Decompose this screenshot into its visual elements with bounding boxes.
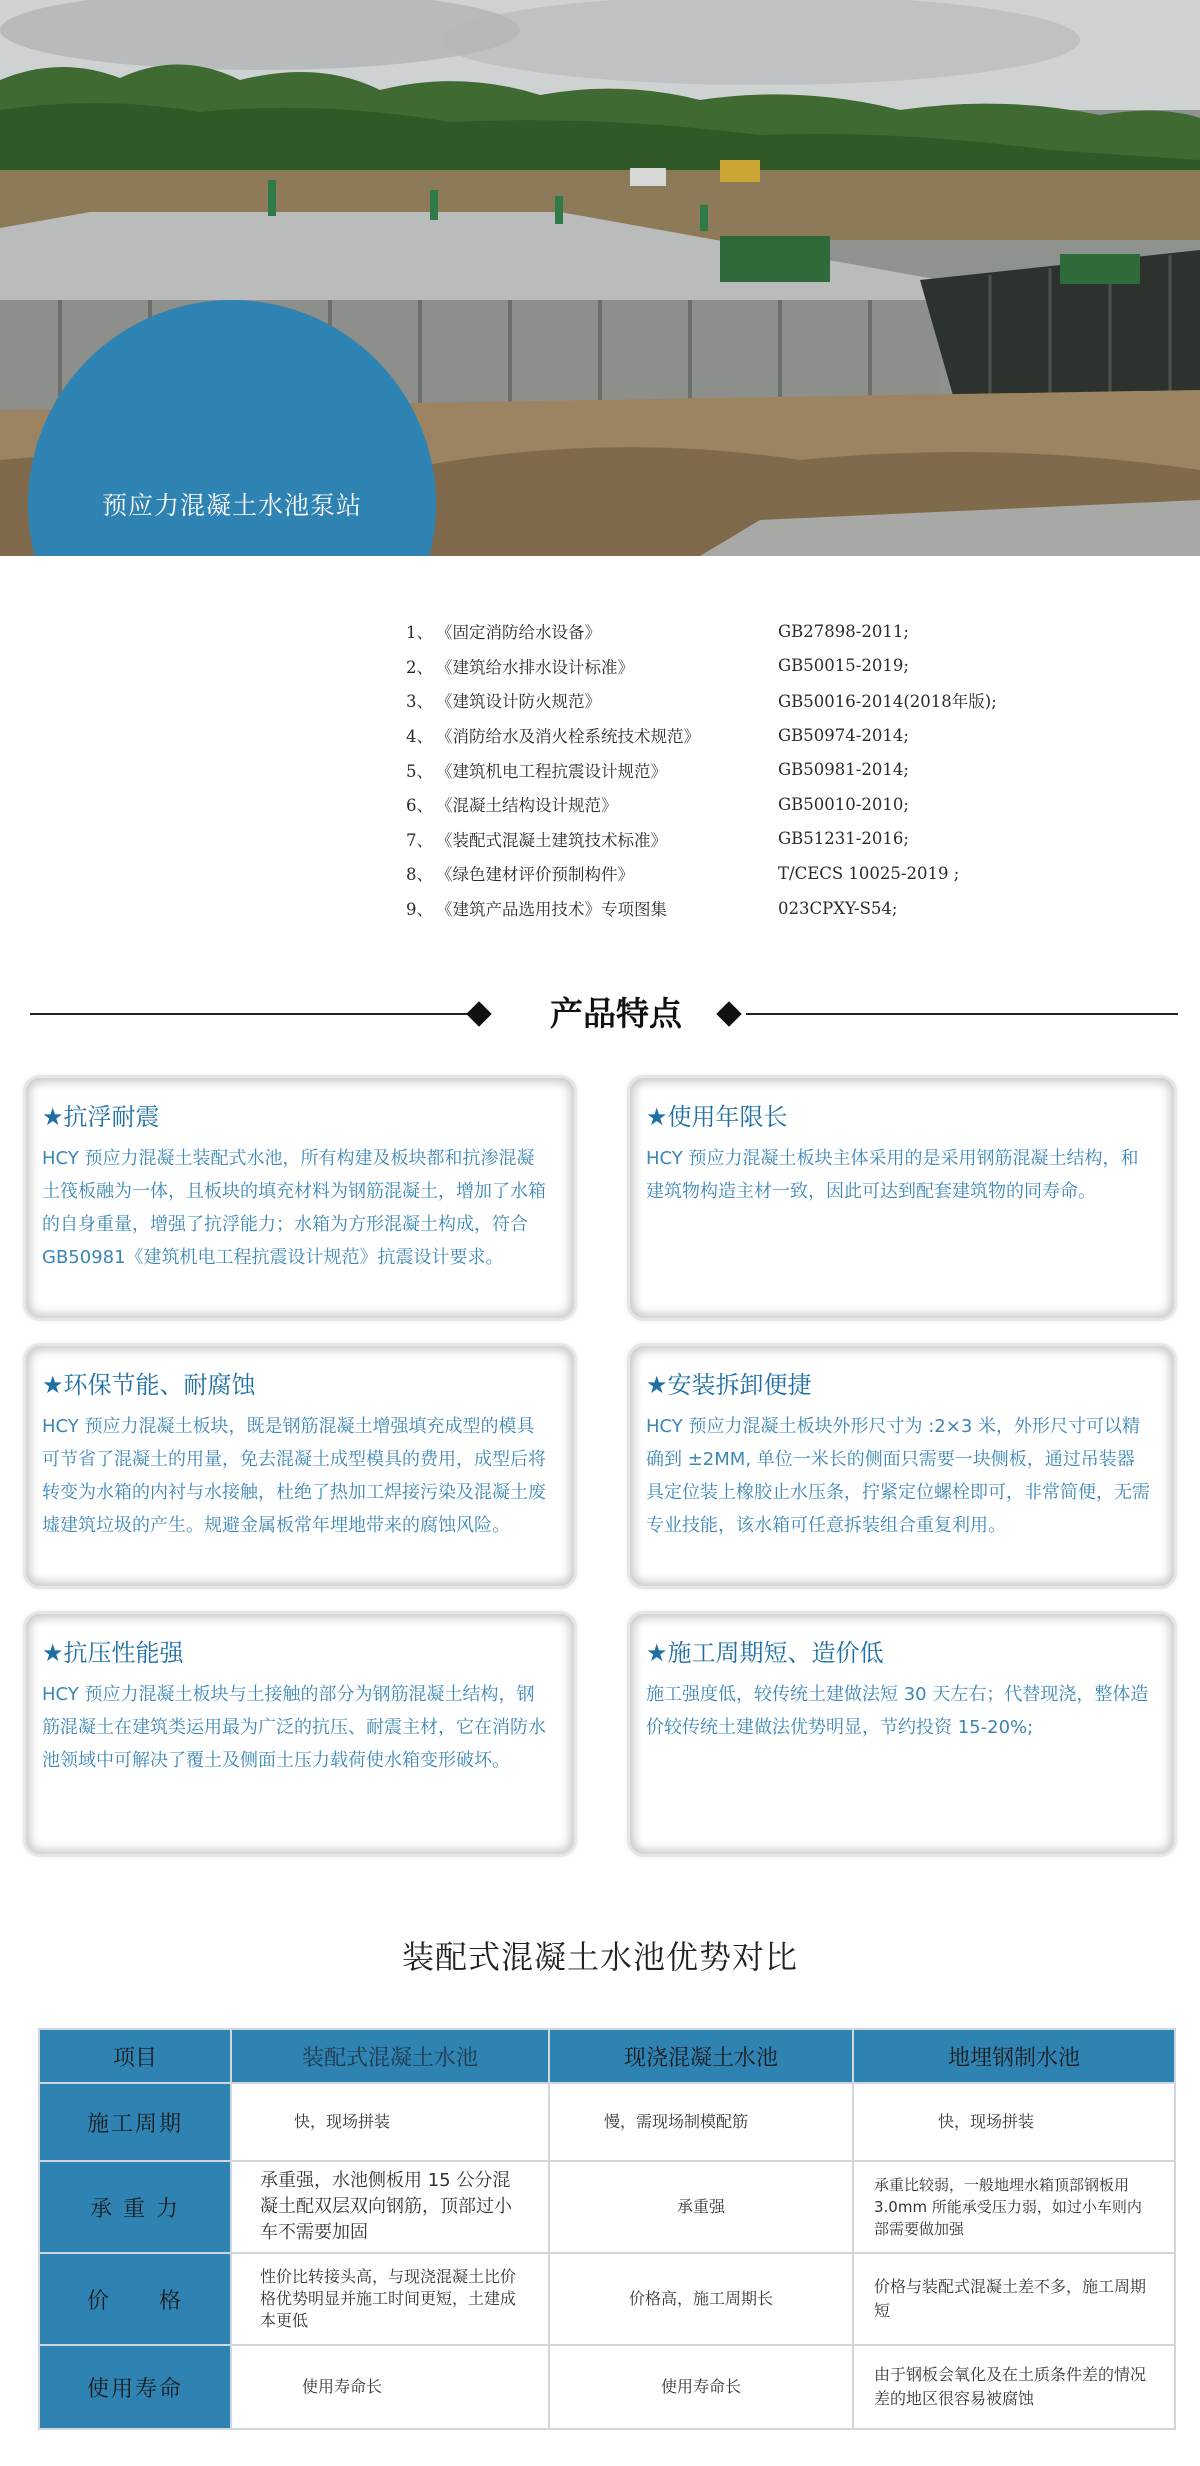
- standard-name: 《绿色建材评价预制构件》: [436, 865, 634, 885]
- standard-item: [406, 718, 1006, 753]
- standard-code: GB51231-2016;: [778, 829, 909, 849]
- table-cell: 价格高，施工周期长: [549, 2253, 853, 2345]
- table-cell: 承重比较弱，一般地埋水箱顶部钢板用 3.0mm 所能承受压力弱，如过小车则内部需要做加强: [853, 2161, 1175, 2253]
- standard-code: GB50974-2014;: [778, 725, 909, 745]
- divider-line-left: [30, 1013, 470, 1015]
- row-header: 价 格: [39, 2253, 231, 2345]
- feature-title: ★环保节能、耐腐蚀: [42, 1371, 256, 1399]
- standard-name: 《混凝土结构设计规范》: [436, 796, 618, 816]
- row-header: 施工周期: [39, 2083, 231, 2161]
- table-cell: 性价比转接头高，与现浇混凝土比价格优势明显并施工时间更短，土建成本更低: [231, 2253, 549, 2345]
- feature-description: HCY 预应力混凝土板块外形尺寸为 :2×3 米，外形尺寸可以精确到 ±2MM, 单位一米长的侧面只需要一块侧板，通过吊装器具定位装上橡胶止水压条，拧紧定位螺栓即可，非常简便，无需专业技能，该水箱可任意拆装组合重复利用。: [646, 1416, 1150, 1536]
- diamond-icon: [716, 1001, 741, 1026]
- feature-description: HCY 预应力混凝土板块与土接触的部分为钢筋混凝土结构，钢筋混凝土在建筑类运用最为广泛的抗压、耐震主材，它在消防水池领域中可解决了覆土及侧面土压力载荷使水箱变形破坏。: [42, 1684, 546, 1771]
- feature-title: ★施工周期短、造价低: [646, 1639, 884, 1667]
- feature-card: [26, 1346, 574, 1586]
- diamond-icon: [466, 1001, 491, 1026]
- column-header: 现浇混凝土水池: [549, 2029, 853, 2083]
- feature-description: 施工强度低，较传统土建做法短 30 天左右；代替现浇，整体造价较传统土建做法优势明显，节约投资 15-20%;: [646, 1684, 1149, 1738]
- table-cell: 承重强，水池侧板用 15 公分混凝土配双层双向钢筋，顶部过小车不需要加固: [231, 2161, 549, 2253]
- standard-code: 023CPXY-S54;: [778, 898, 898, 918]
- standard-item: [406, 649, 1006, 684]
- table-header-row: [39, 2029, 1175, 2083]
- standard-number: 2、: [406, 657, 433, 677]
- standard-name: 《建筑产品选用技术》专项图集: [436, 900, 667, 920]
- table-cell: 使用寿命长: [549, 2345, 853, 2429]
- feature-title: ★抗浮耐震: [42, 1103, 160, 1131]
- feature-card: [630, 1346, 1174, 1586]
- feature-title: ★使用年限长: [646, 1103, 788, 1131]
- feature-title: ★抗压性能强: [42, 1639, 184, 1667]
- feature-card: [630, 1614, 1174, 1854]
- standard-code: GB50015-2019;: [778, 656, 909, 676]
- standards-list: [406, 614, 1006, 925]
- standard-name: 《固定消防给水设备》: [436, 623, 601, 643]
- standard-number: 8、: [406, 865, 433, 885]
- table-cell: 承重强: [549, 2161, 853, 2253]
- feature-description: HCY 预应力混凝土装配式水池，所有构建及板块都和抗渗混凝土筏板融为一体，且板块的填充材料为钢筋混凝土，增加了水箱的自身重量，增强了抗浮能力；水箱为方形混凝土构成，符合 GB50981《建筑机电工程抗震设计规范》抗震设计要求。: [42, 1148, 546, 1268]
- standard-name: 《建筑设计防火规范》: [436, 692, 601, 712]
- column-header: 项目: [39, 2029, 231, 2083]
- standard-name: 《建筑机电工程抗震设计规范》: [436, 761, 667, 781]
- feature-description: HCY 预应力混凝土板块，既是钢筋混凝土增强填充成型的模具可节省了混凝土的用量，免去混凝土成型模具的费用，成型后将转变为水箱的内衬与水接触，杜绝了热加工焊接污染及混凝土废墟建筑垃圾的产生。规避金属板常年埋地带来的腐蚀风险。: [42, 1416, 546, 1536]
- standard-name: 《建筑给水排水设计标准》: [436, 657, 634, 677]
- feature-card: [26, 1078, 574, 1318]
- standard-number: 5、: [406, 761, 433, 781]
- standard-number: 4、: [406, 727, 433, 747]
- table-cell: 慢，需现场制模配筋: [549, 2083, 853, 2161]
- standard-item: [406, 683, 1006, 718]
- hero-title: 预应力混凝土水池泵站: [101, 491, 362, 520]
- table-row: [39, 2253, 1175, 2345]
- standard-name: 《消防给水及消火栓系统技术规范》: [436, 727, 700, 747]
- feature-card: [630, 1078, 1174, 1318]
- table-cell: 快，现场拼装: [231, 2083, 549, 2161]
- standard-number: 7、: [406, 830, 433, 850]
- comparison-table: [38, 2028, 1176, 2430]
- hero-photo: [0, 0, 1200, 556]
- standard-item: [406, 822, 1006, 857]
- table-row: [39, 2083, 1175, 2161]
- feature-card: [26, 1614, 574, 1854]
- standard-item: [406, 787, 1006, 822]
- column-header: 地埋钢制水池: [853, 2029, 1175, 2083]
- table-row: [39, 2161, 1175, 2253]
- column-header: 装配式混凝土水池: [231, 2029, 549, 2083]
- standard-code: T/CECS 10025-2019 ;: [778, 863, 960, 883]
- features-section-title: 产品特点: [550, 994, 682, 1033]
- standard-item: [406, 614, 1006, 649]
- features-section-header: [30, 990, 1178, 1040]
- standard-code: GB50981-2014;: [778, 760, 909, 780]
- row-header: 承 重 力: [39, 2161, 231, 2253]
- standard-code: GB27898-2011;: [778, 621, 909, 641]
- table-cell: 使用寿命长: [231, 2345, 549, 2429]
- standard-number: 3、: [406, 692, 433, 712]
- standard-code: GB50010-2010;: [778, 794, 909, 814]
- standard-item: [406, 891, 1006, 926]
- comparison-title: 装配式混凝土水池优势对比: [401, 1938, 798, 1976]
- table-cell: 价格与装配式混凝土差不多，施工周期短: [853, 2253, 1175, 2345]
- feature-title: ★安装拆卸便捷: [646, 1371, 812, 1399]
- standard-number: 6、: [406, 796, 433, 816]
- standard-item: [406, 752, 1006, 787]
- feature-description: HCY 预应力混凝土板块主体采用的是采用钢筋混凝土结构，和建筑物构造主材一致，因此可达到配套建筑物的同寿命。: [646, 1148, 1139, 1202]
- divider-line-right: [746, 1013, 1178, 1015]
- row-header: 使用寿命: [39, 2345, 231, 2429]
- standard-name: 《装配式混凝土建筑技术标准》: [436, 830, 667, 850]
- table-cell: 快，现场拼装: [853, 2083, 1175, 2161]
- table-row: [39, 2345, 1175, 2429]
- standard-number: 9、: [406, 900, 433, 920]
- standard-number: 1、: [406, 623, 433, 643]
- table-cell: 由于钢板会氧化及在土质条件差的情况差的地区很容易被腐蚀: [853, 2345, 1175, 2429]
- standard-code: GB50016-2014(2018年版);: [778, 692, 997, 712]
- standard-item: [406, 856, 1006, 891]
